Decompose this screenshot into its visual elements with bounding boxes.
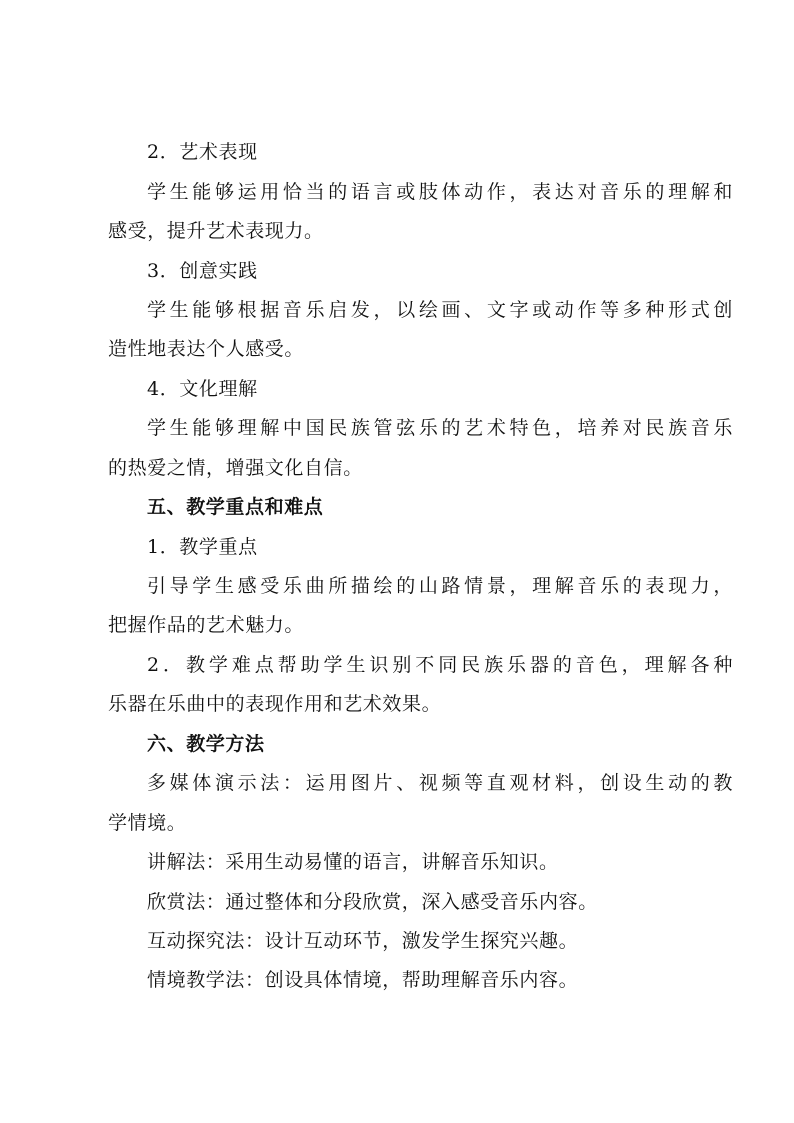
paragraph-line: 学情境。 <box>108 812 187 834</box>
section-title-key-points: 五、教学重点和难点 <box>147 496 324 518</box>
section-title-teaching-methods: 六、教学方法 <box>147 733 265 755</box>
paragraph-line: 学生能够根据音乐启发，以绘画、文字或动作等多种形式创 <box>147 299 733 321</box>
paragraph-line: 引导学生感受乐曲所描绘的山路情景，理解音乐的表现力， <box>147 575 733 597</box>
paragraph-line: 学生能够运用恰当的语言或肢体动作，表达对音乐的理解和 <box>147 181 733 203</box>
method-multimedia-line: 多媒体演示法：运用图片、视频等直观材料，创设生动的教 <box>147 772 733 794</box>
subheading-teaching-focus: 1．教学重点 <box>147 536 258 558</box>
subheading-artistic-expression: 2．艺术表现 <box>147 141 258 163</box>
paragraph-line: 把握作品的艺术魅力。 <box>108 614 305 636</box>
paragraph-line: 感受，提升艺术表现力。 <box>108 220 324 242</box>
paragraph-line: 乐器在乐曲中的表现作用和艺术效果。 <box>108 693 442 715</box>
paragraph-line: 的热爱之情，增强文化自信。 <box>108 457 363 479</box>
method-appreciation: 欣赏法：通过整体和分段欣赏，深入感受音乐内容。 <box>147 891 598 913</box>
paragraph-line-teaching-difficulty: 2．教学难点帮助学生识别不同民族乐器的音色，理解各种 <box>147 654 733 676</box>
subheading-creative-practice: 3．创意实践 <box>147 260 258 282</box>
method-explanation: 讲解法：采用生动易懂的语言，讲解音乐知识。 <box>147 851 559 873</box>
paragraph-line: 造性地表达个人感受。 <box>108 338 305 360</box>
paragraph-line: 学生能够理解中国民族管弦乐的艺术特色，培养对民族音乐 <box>147 417 733 439</box>
subheading-cultural-understanding: 4．文化理解 <box>147 378 258 400</box>
method-interactive-inquiry: 互动探究法：设计互动环节，激发学生探究兴趣。 <box>147 930 579 952</box>
method-situational-teaching: 情境教学法：创设具体情境，帮助理解音乐内容。 <box>147 969 579 991</box>
